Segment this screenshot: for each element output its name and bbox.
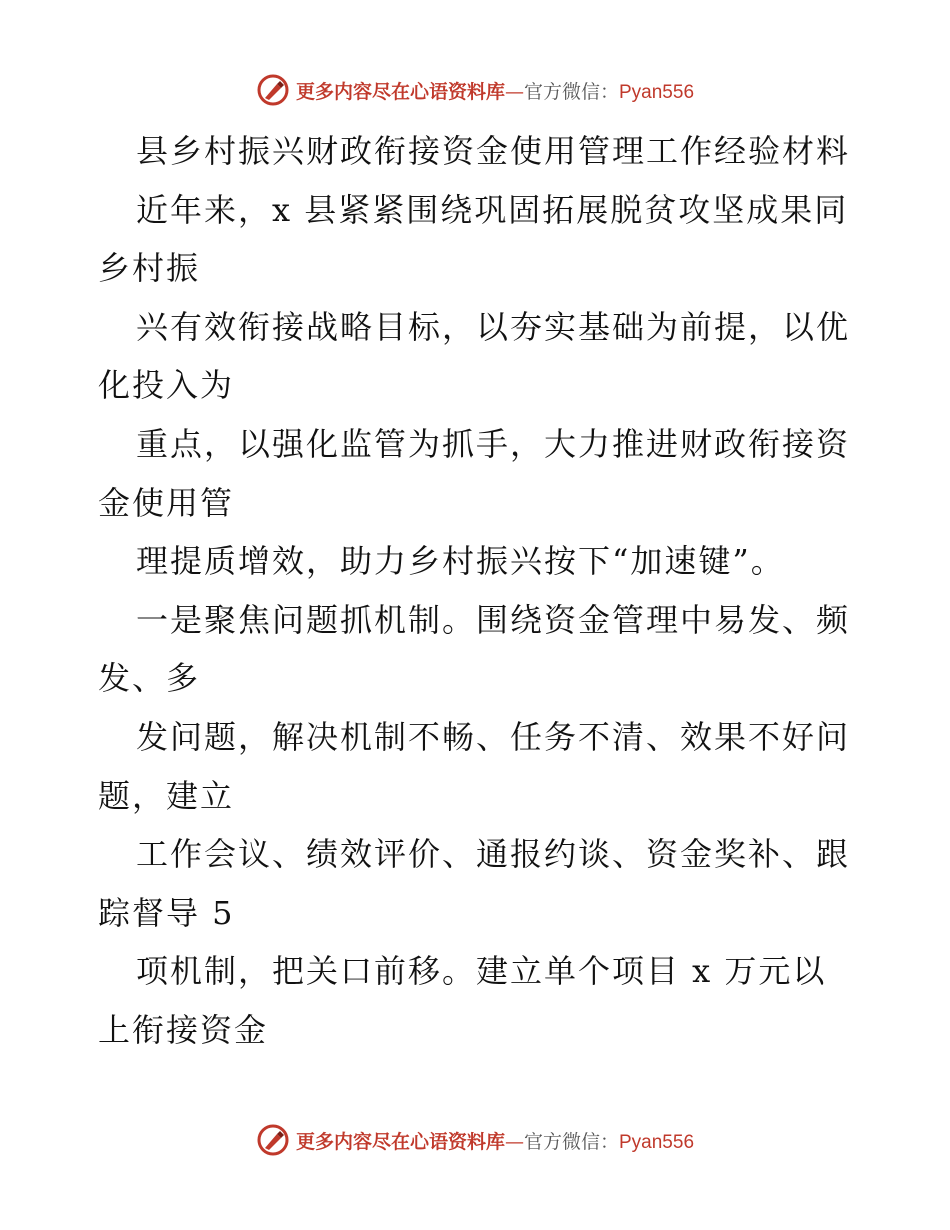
document-line: 金使用管 bbox=[98, 483, 235, 522]
pen-logo-icon bbox=[256, 1123, 290, 1157]
document-line: 题，建立 bbox=[98, 776, 235, 815]
footer-banner bbox=[0, 1120, 950, 1160]
banner-text bbox=[296, 1127, 694, 1154]
banner-wechat-id: Pyan556 bbox=[619, 81, 695, 103]
document-body bbox=[98, 122, 858, 1060]
banner-site-text: 更多内容尽在心语资料库 bbox=[295, 1130, 505, 1153]
document-line: 乡村振 bbox=[98, 249, 201, 288]
document-line: 兴有效衔接战略目标，以夯实基础为前提，以优 bbox=[136, 307, 851, 346]
document-line: 发问题，解决机制不畅、任务不清、效果不好问 bbox=[136, 717, 851, 756]
document-line: 县乡村振兴财政衔接资金使用管理工作经验材料 bbox=[136, 132, 851, 170]
header-banner bbox=[0, 70, 950, 110]
document-line: 重点，以强化监管为抓手，大力推进财政衔接资 bbox=[136, 424, 851, 463]
banner-site-text: 更多内容尽在心语资料库 bbox=[295, 80, 505, 103]
document-line: 踪督导 5 bbox=[98, 893, 235, 932]
document-line: 发、多 bbox=[98, 659, 201, 698]
banner-wechat-label: 官方微信： bbox=[523, 1130, 619, 1153]
banner-wechat-id: Pyan556 bbox=[619, 1131, 695, 1153]
document-line: 理提质增效，助力乡村振兴按下“加速键”。 bbox=[136, 542, 785, 581]
document-line: 项机制，把关口前移。建立单个项目 x 万元以 bbox=[136, 952, 827, 991]
banner-wechat-label: 官方微信： bbox=[523, 80, 619, 103]
document-line: 近年来，x 县紧紧围绕巩固拓展脱贫攻坚成果同 bbox=[136, 190, 849, 229]
pen-logo-icon bbox=[256, 73, 290, 107]
document-line: 上衔接资金 bbox=[98, 1010, 269, 1049]
banner-text bbox=[296, 77, 694, 104]
banner-dash: — bbox=[504, 80, 524, 103]
document-line: 化投入为 bbox=[98, 366, 235, 405]
document-line: 工作会议、绩效评价、通报约谈、资金奖补、跟 bbox=[136, 835, 851, 874]
banner-dash: — bbox=[504, 1130, 524, 1153]
document-line: 一是聚焦问题抓机制。围绕资金管理中易发、频 bbox=[136, 600, 851, 639]
